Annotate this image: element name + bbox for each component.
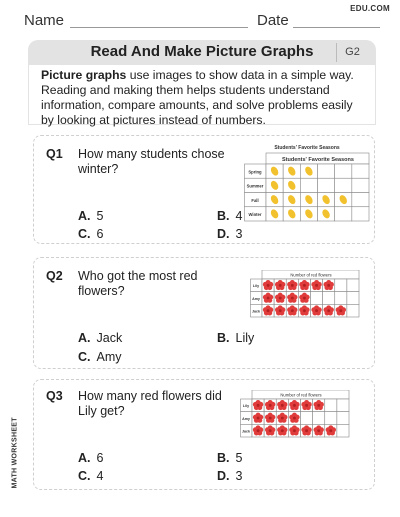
- row-label: Lily: [252, 284, 260, 289]
- graph-cell: [347, 292, 359, 305]
- graph-cell: [335, 164, 352, 178]
- question-text: How many red flowers did Lily get?: [78, 389, 222, 418]
- date-line[interactable]: [293, 27, 380, 28]
- graph-cell: [337, 399, 349, 412]
- intro-box: [28, 65, 376, 125]
- grade-badge: G2: [336, 43, 368, 62]
- graph-cell: [325, 399, 337, 412]
- row-label: Jack: [242, 429, 250, 434]
- page-title: Read And Make Picture Graphs: [90, 43, 314, 60]
- row-label: Winter: [248, 212, 262, 218]
- question-number: Q2: [46, 269, 63, 283]
- graph-cell: [335, 279, 347, 292]
- graph-cell: [352, 193, 369, 207]
- graph-cell: [318, 164, 335, 178]
- graph-cell: [335, 207, 352, 221]
- row-label: Amy: [252, 296, 260, 301]
- row-label: Lily: [242, 404, 250, 409]
- option-a[interactable]: A. 6: [78, 451, 104, 465]
- graph-cell: [337, 412, 349, 425]
- row-label: Amy: [242, 416, 250, 421]
- picture-graph-seasons: [244, 142, 370, 222]
- picture-graph-flowers: [240, 390, 350, 438]
- graph-cell: [318, 178, 335, 192]
- picture-graph-flowers: [250, 270, 360, 318]
- title-bar: [28, 40, 376, 65]
- graph-cell: [337, 424, 349, 437]
- option-c[interactable]: C. 6: [78, 227, 104, 241]
- graph-cell: [335, 292, 347, 305]
- side-label: MATH WORKSHEET: [11, 417, 19, 489]
- name-label: Name: [24, 12, 65, 29]
- graph-cell: [300, 178, 317, 192]
- row-label: Fall: [251, 197, 259, 203]
- question-card-2: [33, 257, 375, 369]
- row-label: Jack: [252, 309, 260, 314]
- row-label: Summer: [246, 183, 264, 189]
- option-b[interactable]: B. 4: [217, 209, 243, 223]
- graph-cell: [347, 279, 359, 292]
- row-label: Spring: [248, 169, 262, 175]
- question-text: How many students chose winter?: [78, 147, 225, 176]
- question-number: Q1: [46, 147, 63, 161]
- option-b[interactable]: B. 5: [217, 451, 243, 465]
- graph-cell: [313, 412, 325, 425]
- graph-header: Number of red flowers: [290, 272, 332, 278]
- question-card-1: [33, 135, 375, 244]
- brand-logo: EDU.COM: [350, 4, 390, 13]
- option-c[interactable]: C. Amy: [78, 350, 122, 364]
- question-number: Q3: [46, 389, 63, 403]
- graph-cell: [335, 178, 352, 192]
- graph-cell: [301, 412, 313, 425]
- option-b[interactable]: B. Lily: [217, 331, 255, 345]
- graph-cell: [323, 292, 335, 305]
- graph-cell: [352, 207, 369, 221]
- graph-cell: [311, 292, 323, 305]
- graph-title: Students' Favorite Seasons: [274, 145, 340, 151]
- name-line[interactable]: [70, 27, 248, 28]
- question-text: Who got the most red flowers?: [78, 269, 198, 298]
- graph-cell: [352, 178, 369, 192]
- graph-header: Students' Favorite Seasons: [282, 156, 354, 163]
- graph-cell: [325, 412, 337, 425]
- graph-cell: [347, 304, 359, 317]
- option-c[interactable]: C. 4: [78, 469, 104, 483]
- intro-lead: Picture graphs: [41, 68, 127, 82]
- option-d[interactable]: D. 3: [217, 227, 243, 241]
- option-a[interactable]: A. 5: [78, 209, 104, 223]
- graph-header: Number of red flowers: [280, 392, 322, 398]
- date-label: Date: [257, 12, 289, 29]
- intro-text: use images to show data in a simple way. Reading and making them helps students understand information, compare amounts, and solve problems easily by looking at pictures instead of numbers.: [41, 68, 354, 127]
- question-card-3: [33, 379, 375, 490]
- graph-cell: [352, 164, 369, 178]
- option-d[interactable]: D. 3: [217, 469, 243, 483]
- option-a[interactable]: A. Jack: [78, 331, 123, 345]
